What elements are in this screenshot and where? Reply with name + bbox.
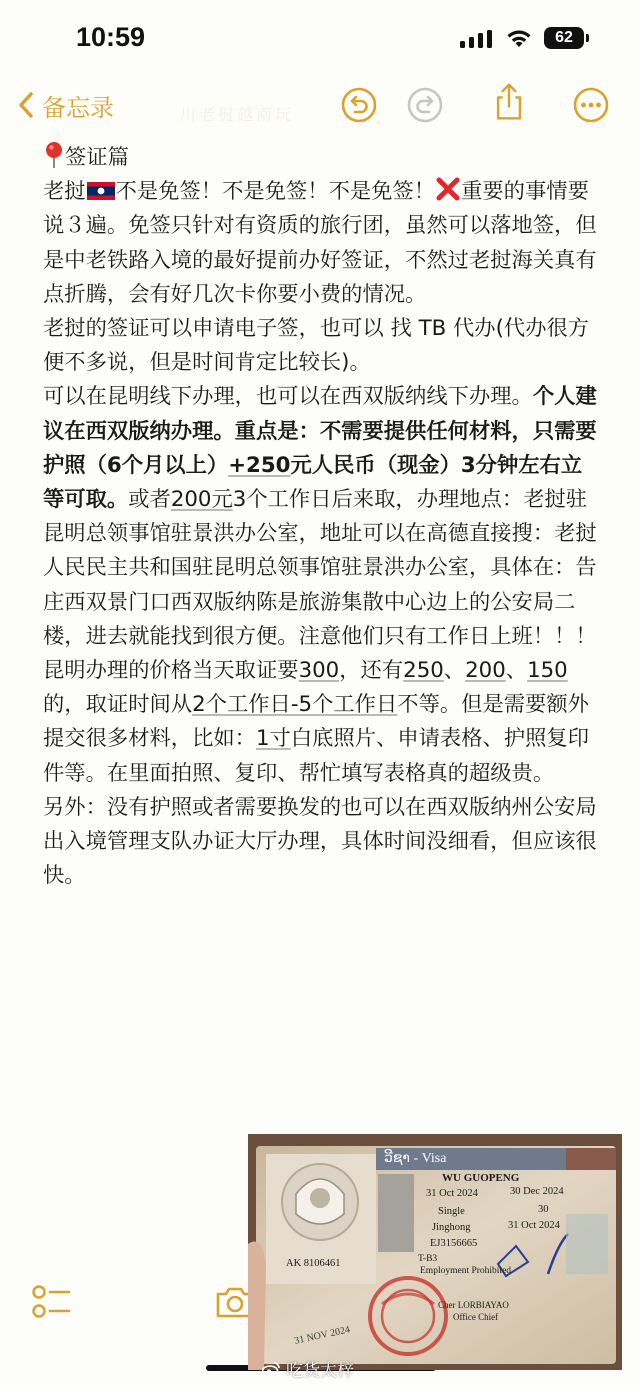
note-body[interactable] — [43, 141, 603, 893]
faded-header-text: 川老挝越南玩 — [180, 105, 295, 122]
weibo-icon — [262, 1361, 280, 1377]
nav-bar — [0, 80, 640, 130]
cellular-signal-icon — [460, 30, 494, 48]
battery-level: 62 — [555, 29, 573, 46]
note-heading: 签证篇 — [43, 141, 603, 175]
note-paragraph-4: 昆明办理的价格当天取证要300，还有250、200、150的，取证时间从2个工作日-5个工作日不等。但是需要额外提交很多材料，比如：1寸白底照片、申请表格、护照复印件等。在里面拍照、复印、帮忙填写表格真的超级贵。 — [43, 658, 590, 786]
back-label: 备忘录 — [42, 93, 114, 122]
cross-mark-icon — [435, 176, 461, 202]
more-icon[interactable] — [571, 85, 611, 125]
watermark: 吃货太梓 — [262, 1356, 354, 1381]
note-paragraph-3: 可以在昆明线下办理，也可以在西双版纳线下办理。个人建议在西双版纳办理。重点是：不需要提供任何材料，只需要护照（6个月以上）+250元人民币（现金）3分钟左右立等可取。或者200元3个工作日后来取，办理地点：老挝驻昆明总领事馆驻景洪办公室，地址可以在高德直接搜：老挝人民民主共和国驻昆明总领事馆驻景洪办公室，具体在：告庄西双景门口西双版纳陈是旅游集散中心边上的公安局二楼，进去就能找到很方便。注意他们只有工作日上班！！！ — [43, 384, 597, 649]
status-time: 10:59 — [76, 22, 146, 52]
battery-icon — [544, 27, 584, 49]
battery-tip — [586, 34, 589, 42]
checklist-icon[interactable] — [31, 1283, 71, 1321]
chevron-left-icon — [18, 91, 34, 119]
pushpin-icon — [43, 141, 65, 169]
back-button[interactable] — [18, 86, 114, 124]
redo-icon[interactable] — [405, 85, 445, 125]
visa-photo[interactable]: ວີຊາ - Visa WU GUOPENG 31 Oct 2024 30 Dec 2024 Single 30 Jinghong 31 Oct 2024 EJ3156665 T-B3 Employment Prohibited Cher LORBIAYAO Office Chief AK 8106461 31 NOV 2024 — [248, 1134, 622, 1370]
note-paragraph-1: 老挝 不是免签！不是免签！不是免签！ 重要的事情要说３遍。免签只针对有资质的旅行团，虽然可以落地签，但是中老铁路入境的最好提前办好签证，不然过老挝海关真有点折腾，会有好几次卡你要小费的情况。 — [43, 175, 603, 312]
undo-icon[interactable] — [339, 85, 379, 125]
laos-flag-icon — [87, 182, 115, 200]
status-bar — [0, 0, 640, 75]
note-paragraph-5: 另外：没有护照或者需要换发的也可以在西双版纳州公安局出入境管理支队办证大厅办理，具体时间没细看，但应该很快。 — [43, 794, 597, 889]
wifi-icon — [505, 27, 533, 49]
share-icon[interactable] — [489, 82, 529, 122]
note-paragraph-2: 老挝的签证可以申请电子签，也可以 找 TB 代办(代办很方便不多说，但是时间肯定比较长)。 — [43, 316, 590, 376]
